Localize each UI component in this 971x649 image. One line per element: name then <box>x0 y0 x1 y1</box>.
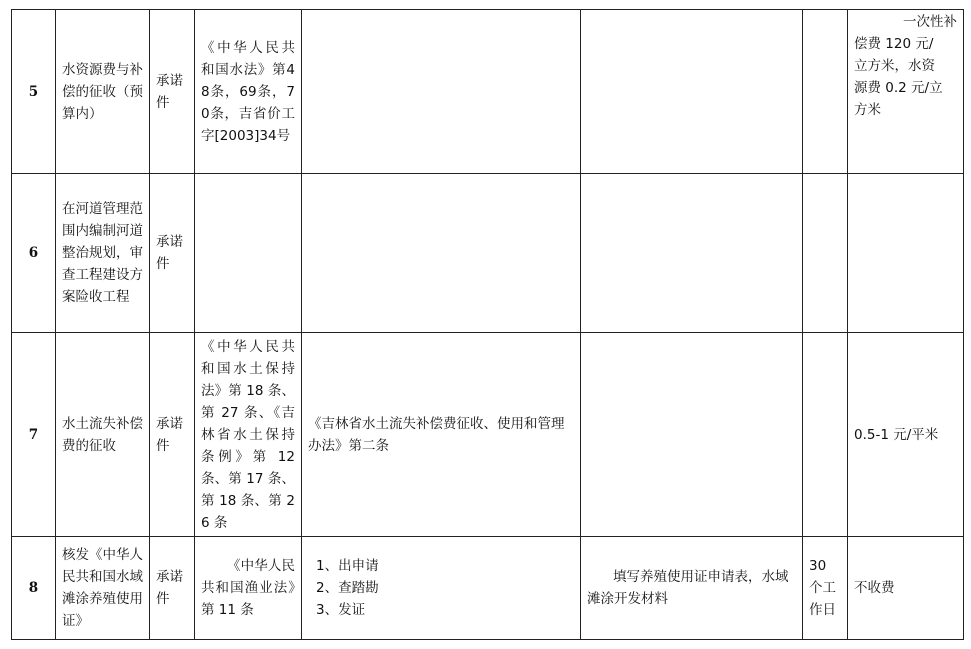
fee-standard: 0.5-1 元/平米 <box>848 333 964 537</box>
item-number: 7 <box>12 333 56 537</box>
cell-empty <box>581 174 803 333</box>
processing-time: 30 个工作日 <box>803 537 848 640</box>
procedure-steps <box>302 537 581 640</box>
item-number: 5 <box>12 10 56 174</box>
fee-line: 源费 0.2 元/立 <box>854 80 943 96</box>
table-row <box>12 333 964 537</box>
item-type: 承诺件 <box>150 10 195 174</box>
item-name: 在河道管理范围内编制河道整治规划，审查工程建设方案险收工程 <box>56 174 150 333</box>
fee-standard <box>848 174 964 333</box>
service-items-table <box>11 9 964 640</box>
table-row <box>12 174 964 333</box>
fee-standard: 不收费 <box>848 537 964 640</box>
legal-basis: 《中华人民共和国水法》第48条，69条，70条，吉省价工字[2003]34号 <box>195 10 302 174</box>
legal-basis: 《中华人民共和国渔业法》第 11 条 <box>195 537 302 640</box>
item-number: 8 <box>12 537 56 640</box>
item-type: 承诺件 <box>150 537 195 640</box>
implementation-basis: 《吉林省水土流失补偿费征收、使用和管理办法》第二条 <box>302 333 581 537</box>
procedure-step: 2、查踏勘 <box>316 580 379 596</box>
fee-standard <box>848 10 964 174</box>
item-name: 核发《中华人民共和国水域滩涂养殖使用证》 <box>56 537 150 640</box>
fee-line: 偿费 120 元/ <box>854 36 934 52</box>
legal-basis <box>195 174 302 333</box>
cell-empty <box>803 10 848 174</box>
required-materials: 填写养殖使用证申请表，水域滩涂开发材料 <box>581 537 803 640</box>
cell-empty <box>581 10 803 174</box>
cell-empty <box>302 10 581 174</box>
procedure-step: 1、出申请 <box>316 558 379 574</box>
table-row <box>12 537 964 640</box>
table-row <box>12 10 964 174</box>
procedure-step: 3、发证 <box>316 602 366 618</box>
cell-empty <box>581 333 803 537</box>
item-name: 水资源费与补偿的征收（预算内） <box>56 10 150 174</box>
cell-empty <box>803 333 848 537</box>
cell-empty <box>803 174 848 333</box>
item-type: 承诺件 <box>150 333 195 537</box>
cell-empty <box>302 174 581 333</box>
item-name: 水土流失补偿费的征收 <box>56 333 150 537</box>
item-number: 6 <box>12 174 56 333</box>
item-type: 承诺件 <box>150 174 195 333</box>
fee-line: 一次性补 <box>903 14 957 30</box>
fee-line: 立方米，水资 <box>854 58 935 74</box>
fee-line: 方米 <box>854 102 881 118</box>
legal-basis: 《中华人民共和国水土保持法》第 18 条、第 27 条、《吉林省水土保持条例》第 12 条、第 17 条、第 18 条、第 26 条 <box>195 333 302 537</box>
